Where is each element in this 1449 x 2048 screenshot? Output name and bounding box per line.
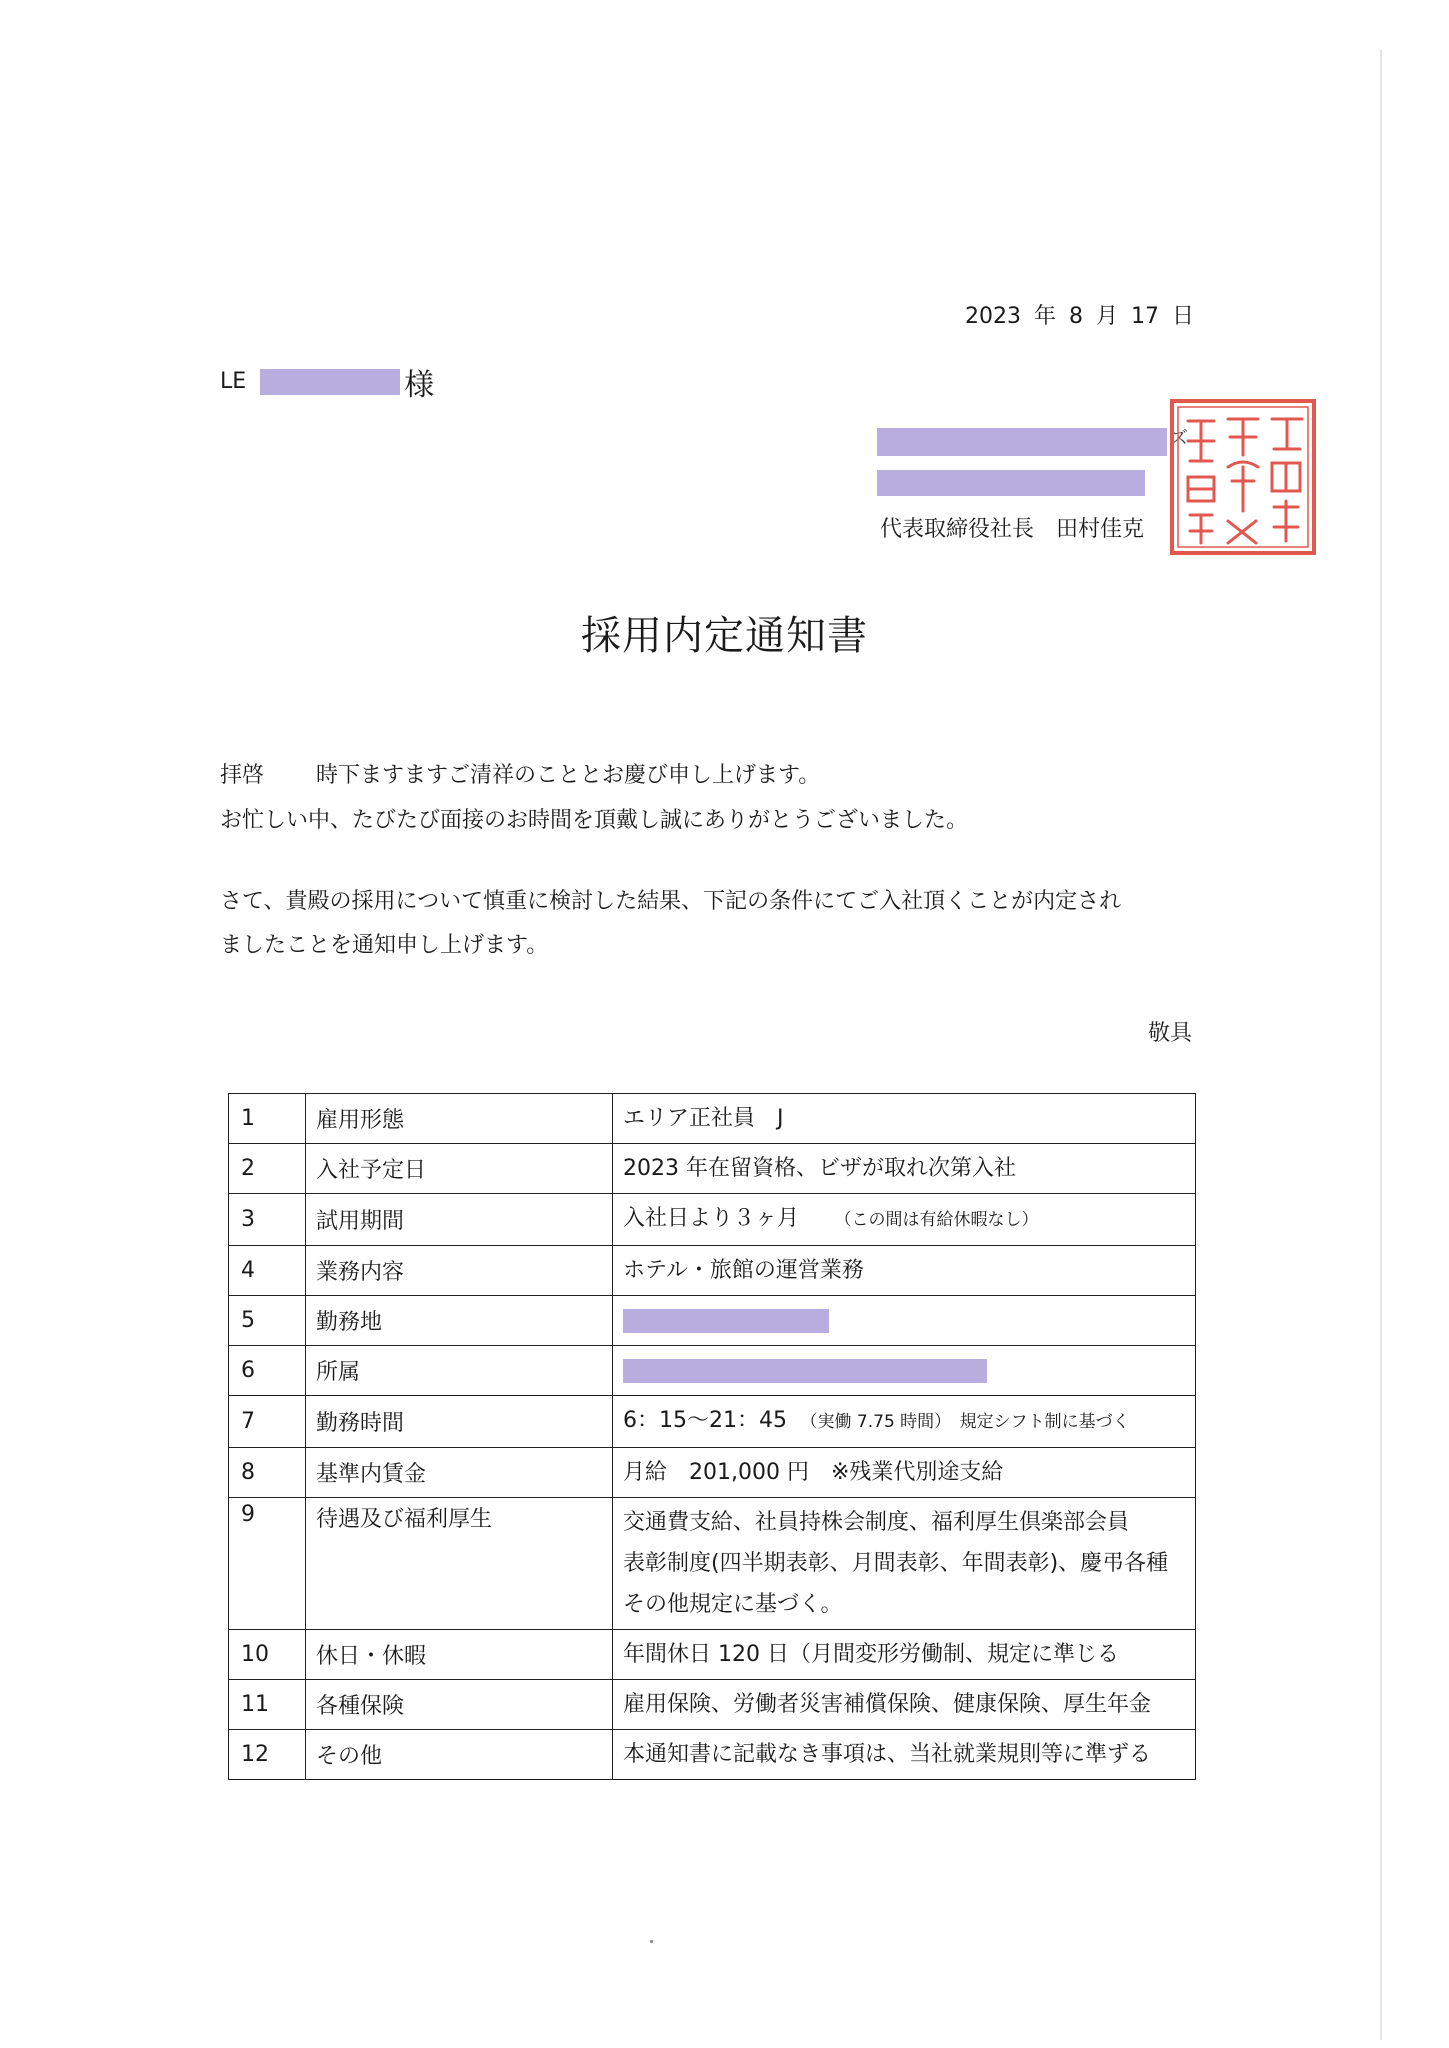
row-value-cell [613, 1346, 1196, 1396]
row-label: 休日・休暇 [306, 1630, 613, 1680]
greeting-text: 時下ますますご清祥のこととお慶び申し上げます。 [316, 763, 821, 788]
row-label: その他 [306, 1730, 613, 1780]
scan-speck [650, 1940, 653, 1943]
row-note: （実働 7.75 時間） 規定シフト制に基づく [809, 1412, 1130, 1432]
table-row [229, 1194, 1196, 1246]
table-row [229, 1346, 1196, 1396]
recipient-name-redaction [260, 369, 400, 395]
body-line-2: ましたことを通知申し上げます。 [220, 933, 549, 958]
recipient-line [220, 360, 434, 404]
greeting-word: 拝啓 [220, 763, 265, 788]
row-number: 12 [229, 1730, 306, 1780]
row-value: 本通知書に記載なき事項は、当社就業規則等に準ずる [613, 1730, 1196, 1780]
row-number: 11 [229, 1680, 306, 1730]
row-number: 2 [229, 1144, 306, 1194]
row-number: 6 [229, 1346, 306, 1396]
conditions-table [228, 1093, 1196, 1780]
row-label: 勤務地 [306, 1296, 613, 1346]
thanks-line: お忙しい中、たびたび面接のお時間を頂戴し誠にありがとうございました。 [220, 808, 969, 833]
table-row [229, 1498, 1196, 1630]
row-label: 入社予定日 [306, 1144, 613, 1194]
row-label: 基準内賃金 [306, 1448, 613, 1498]
row-value-cell [613, 1498, 1196, 1630]
row-label: 業務内容 [306, 1246, 613, 1296]
row-label: 試用期間 [306, 1194, 613, 1246]
row-number: 4 [229, 1246, 306, 1296]
row-label: 待遇及び福利厚生 [306, 1498, 613, 1630]
row-value: ホテル・旅館の運営業務 [613, 1246, 1196, 1296]
row-value-line: 表彰制度(四半期表彰、月間表彰、年間表彰)、慶弔各種 [623, 1551, 1169, 1576]
body-line-1: さて、貴殿の採用について慎重に検討した結果、下記の条件にてご入社頂くことが内定され [220, 889, 1122, 914]
company-seal [1168, 397, 1318, 557]
row-number: 5 [229, 1296, 306, 1346]
row-number: 9 [229, 1498, 306, 1630]
page-title: 採用内定通知書 [581, 613, 868, 659]
table-row [229, 1448, 1196, 1498]
recipient-honorific: 様 [404, 368, 435, 403]
row-number: 1 [229, 1094, 306, 1144]
row-number: 7 [229, 1396, 306, 1448]
department-redaction [623, 1359, 987, 1383]
row-note: （この間は有給休暇なし） [843, 1210, 1039, 1230]
row-value-cell [613, 1194, 1196, 1246]
table-row [229, 1094, 1196, 1144]
table-row [229, 1296, 1196, 1346]
sender-address-redaction [877, 470, 1145, 496]
row-value: 年間休日 120 日（月間変形労働制、規定に準じる [613, 1630, 1196, 1680]
row-value-cell [613, 1396, 1196, 1448]
row-value-cell [613, 1296, 1196, 1346]
table-row [229, 1680, 1196, 1730]
row-value: 6：15～21：45 [623, 1408, 787, 1433]
recipient-prefix: LE [220, 369, 247, 394]
sender-company-redaction [877, 428, 1167, 456]
row-value-line: 交通費支給、社員持株会制度、福利厚生倶楽部会員 [623, 1510, 1130, 1535]
row-value: 入社日より３ヶ月 [623, 1206, 800, 1231]
greeting-paragraph [220, 763, 820, 789]
table-row [229, 1730, 1196, 1780]
table-row [229, 1396, 1196, 1448]
row-label: 各種保険 [306, 1680, 613, 1730]
table-row [229, 1630, 1196, 1680]
letter-date: 2023 年 8 月 17 日 [965, 304, 1194, 329]
row-label: 所属 [306, 1346, 613, 1396]
row-number: 10 [229, 1630, 306, 1680]
work-location-redaction [623, 1309, 829, 1333]
row-label: 雇用形態 [306, 1094, 613, 1144]
row-value-line: その他規定に基づく。 [623, 1592, 843, 1617]
table-row [229, 1144, 1196, 1194]
row-value: 2023 年在留資格、ビザが取れ次第入社 [613, 1144, 1196, 1194]
row-number: 3 [229, 1194, 306, 1246]
scan-edge [1380, 50, 1382, 2040]
row-number: 8 [229, 1448, 306, 1498]
row-value: エリア正社員 J [613, 1094, 1196, 1144]
row-label: 勤務時間 [306, 1396, 613, 1448]
closing-word: 敬具 [1148, 1021, 1193, 1046]
sender-company-fragment: ズ [1170, 428, 1188, 449]
row-value: 月給 201,000 円 ※残業代別途支給 [613, 1448, 1196, 1498]
table-row [229, 1246, 1196, 1296]
row-value: 雇用保険、労働者災害補償保険、健康保険、厚生年金 [613, 1680, 1196, 1730]
sender-title: 代表取締役社長 田村佳克 [880, 517, 1145, 542]
